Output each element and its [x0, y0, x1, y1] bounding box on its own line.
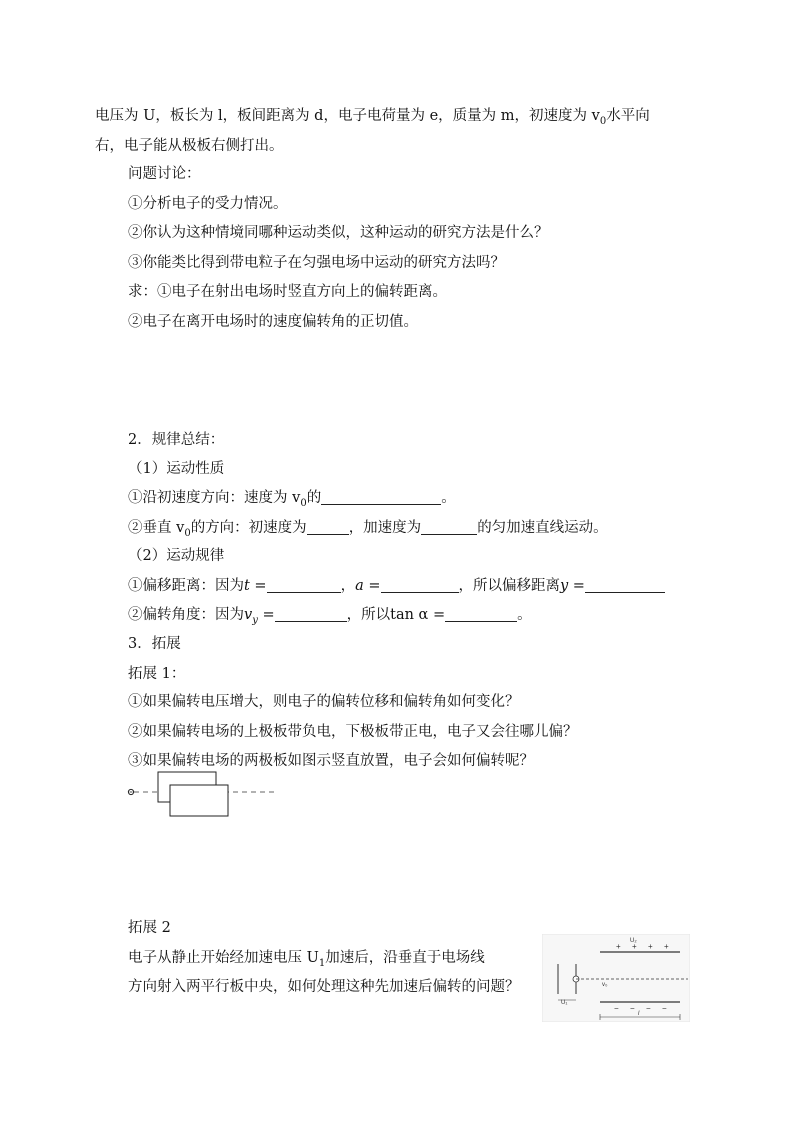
minus-sign-4: − [662, 1004, 667, 1013]
intro-line-1-text: 电压为 U，板长为 l，板间距离为 d，电子电荷量为 e，质量为 m，初速度为 v [95, 108, 600, 124]
intro-line-1: 电压为 U，板长为 l，板间距离为 d，电子电荷量为 e，质量为 m，初速度为 $v_0$水平向 [95, 108, 650, 127]
summary-sub-1: （1）运动性质 [128, 461, 225, 477]
plus-sign-3: + [648, 942, 653, 951]
discussion-question-1: ①分析电子的受力情况。 [128, 196, 288, 212]
extend-1-question-1: ①如果偏转电压增大，则电子的偏转位移和偏转角如何变化？ [128, 694, 520, 710]
discussion-question-2: ②你认为这种情境同哪种运动类似，这种运动的研究方法是什么？ [128, 225, 549, 241]
blank-tan [445, 607, 517, 622]
label-l: l [638, 1011, 640, 1017]
blank-accel [381, 578, 459, 593]
accelerate-deflect-figure [542, 934, 690, 1022]
summary-heading: 2．规律总结： [128, 432, 225, 448]
discussion-question-3: ③你能类比得到带电粒子在匀强电场中运动的研究方法吗？ [128, 255, 505, 271]
plus-sign-1: + [616, 942, 621, 951]
ask-item-1: 求：①电子在射出电场时竖直方向上的偏转距离。 [128, 284, 447, 300]
summary-line-1: ①沿初速度方向：速度为 $v_0$的 。 [128, 490, 456, 509]
extend-1-question-3: ③如果偏转电场的两极板如图示竖直放置，电子会如何偏转呢？ [128, 753, 534, 769]
extend-2-paragraph-1: 电子从静止开始经加速电压 $U_1$加速后，沿垂直于电场线 [128, 950, 485, 969]
label-u1: U₁ [561, 1000, 568, 1006]
discussion-heading: 问题讨论： [128, 166, 201, 182]
vertical-plates-figure [124, 768, 284, 822]
extend-1-question-2: ②如果偏转电场的上极板带负电，下极板带正电，电子又会往哪儿偏？ [128, 724, 578, 740]
plus-sign-2: + [632, 942, 637, 951]
blank-velocity [321, 490, 441, 505]
blank-time [267, 578, 341, 593]
extend-heading: 3．拓展 [128, 636, 181, 652]
plus-sign-4: + [664, 942, 669, 951]
label-u2: U₂ [630, 938, 637, 944]
extend-1-title: 拓展 1： [128, 666, 186, 682]
blank-vy [275, 607, 347, 622]
minus-sign-1: − [614, 1004, 619, 1013]
plate-lower [170, 785, 228, 816]
summary-line-4: ②偏转角度：因为$v_y$ = ，所以tan α = 。 [128, 607, 532, 626]
minus-sign-2: − [630, 1004, 635, 1013]
summary-line-2: ②垂直 $v_0$的方向：初速度为 ，加速度为 的匀加速直线运动。 [128, 520, 608, 539]
blank-displacement [585, 578, 665, 593]
summary-sub-2: （2）运动规律 [128, 548, 225, 564]
intro-line-2: 右，电子能从极板右侧打出。 [95, 138, 284, 154]
summary-line-3: ①偏移距离：因为t = ，a = ，所以偏移距离y = [128, 576, 665, 596]
minus-sign-3: − [646, 1004, 651, 1013]
label-v0: v₀ [602, 982, 608, 988]
blank-acceleration [421, 520, 477, 535]
blank-initial-velocity [307, 520, 349, 535]
extend-2-title: 拓展 2 [128, 920, 171, 936]
extend-2-paragraph-2: 方向射入两平行板中央，如何处理这种先加速后偏转的问题？ [128, 979, 520, 995]
ask-item-2: ②电子在离开电场时的速度偏转角的正切值。 [128, 314, 418, 330]
